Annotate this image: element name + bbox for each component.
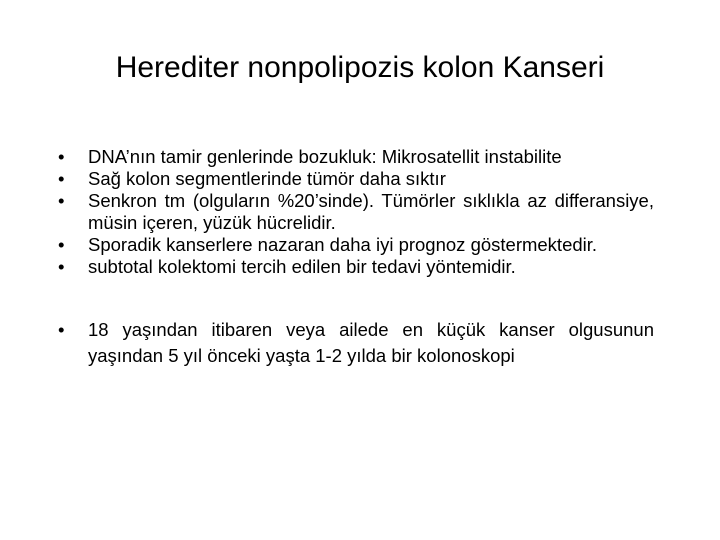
- bullet-item: • Senkron tm (olguların %20’sinde). Tümörler sıklıkla az differansiye, müsin içeren, yüzük hücrelidir.: [58, 190, 654, 234]
- bullet-item: • subtotal kolektomi tercih edilen bir tedavi yöntemidir.: [58, 256, 654, 278]
- bullet-item: • Sağ kolon segmentlerinde tümör daha sıktır: [58, 168, 654, 190]
- slide-title: Herediter nonpolipozis kolon Kanseri: [115, 51, 605, 84]
- bullet-list: [58, 146, 654, 369]
- bullet-item: • Sporadik kanserlere nazaran daha iyi prognoz göstermektedir.: [58, 234, 654, 256]
- list-spacer: [58, 278, 654, 317]
- bullet-item: • 18 yaşından itibaren veya ailede en küçük kanser olgusunun yaşından 5 yıl önceki yaşta 1-2 yılda bir kolonoskopi: [58, 317, 654, 369]
- bullet-item: • DNA’nın tamir genlerinde bozukluk: Mikrosatellit instabilite: [58, 146, 654, 168]
